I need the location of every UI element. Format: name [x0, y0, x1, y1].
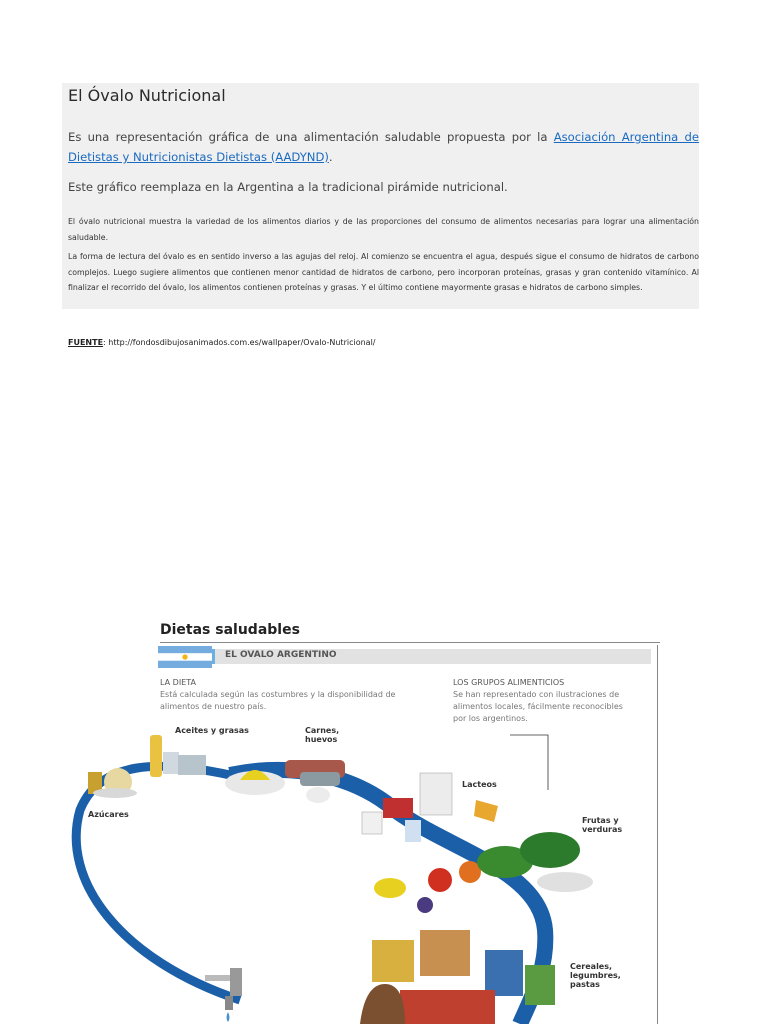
second-paragraph: Este gráfico reemplaza en la Argentina a la tradicional pirámide nutricional.: [68, 180, 508, 194]
label-carnes: Carnes, huevos: [305, 726, 340, 744]
label-azucares: Azúcares: [88, 810, 129, 819]
article-title: El Óvalo Nutricional: [68, 86, 226, 105]
oval-track: [76, 766, 240, 1000]
intro-text: Es una representación gráfica de una alimentación saludable propuesta por la: [68, 130, 554, 144]
source-label: FUENTE: [68, 338, 104, 347]
source-line: [68, 338, 376, 347]
dieta-heading: LA DIETA: [160, 678, 196, 687]
grupos-heading: LOS GRUPOS ALIMENTICIOS: [453, 678, 565, 687]
label-lacteos: Lacteos: [462, 780, 497, 789]
oils-illustration: [150, 735, 206, 777]
intro-end: .: [328, 150, 333, 164]
infographic-title: Dietas saludables: [160, 622, 300, 638]
label-aceites: Aceites y grasas: [175, 726, 249, 735]
label-cereales: Cereales, legumbres, pastas: [570, 962, 621, 989]
grupos-text: Se han representado con ilustraciones de alimentos locales, fácilmente reconocibles por los argentinos.: [453, 690, 623, 723]
intro-paragraph: [68, 127, 699, 167]
description-paragraph-1: El óvalo nutricional muestra la variedad de los alimentos diarios y de las proporciones del consumo de alimentos necesarias para lograr una alimentación saludable.: [68, 217, 699, 242]
fruits-vegetables-illustration: [374, 832, 593, 913]
dieta-text: Está calculada según las costumbres y la disponibilidad de alimentos de nuestro país.: [160, 690, 396, 711]
aadynd-link[interactable]: Asociación Argentina de Dietistas y Nutricionistas Dietistas (AADYND): [68, 130, 699, 164]
source-url[interactable]: : http://fondosdibujosanimados.com.es/wallpaper/Ovalo-Nutricional/: [103, 338, 376, 347]
label-frutas: Frutas y verduras: [582, 816, 623, 834]
description-paragraph-2: La forma de lectura del óvalo es en sentido inverso a las agujas del reloj. Al comienzo se encuentra el agua, después sigue el consumo de hidratos de carbono complejos. Luego sugiere alimentos que contienen menor cantidad de hidratos de carbono, pero incorporan proteínas, grasas y gran contenido vitamínico. Al finalizar el recorrido del óvalo, los alimentos contienen proteínas y grasas. Y el último contiene mayormente grasas e hidratos de carbono simples.: [68, 252, 699, 292]
banner-text: EL OVALO ARGENTINO: [225, 650, 337, 660]
